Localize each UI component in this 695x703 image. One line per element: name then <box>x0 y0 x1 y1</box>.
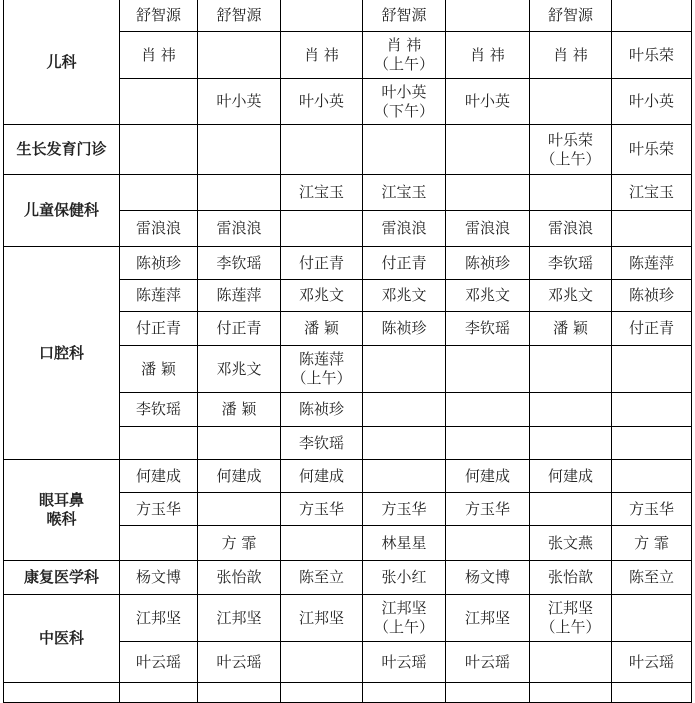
schedule-cell: 肖 祎 <box>530 32 612 79</box>
schedule-cell <box>281 683 363 703</box>
schedule-cell <box>446 427 530 460</box>
schedule-cell: 潘 颖 <box>530 312 612 346</box>
cell-note: 喉科 <box>46 510 77 528</box>
schedule-cell: 李钦瑶 <box>446 312 530 346</box>
schedule-cell: 舒智源 <box>530 0 612 32</box>
schedule-cell <box>363 427 446 460</box>
schedule-cell: 付正青 <box>120 312 198 346</box>
schedule-cell: 李钦瑶 <box>281 427 363 460</box>
table-row <box>4 683 692 703</box>
schedule-cell: 陈祯珍 <box>120 247 198 280</box>
schedule-cell: 叶云瑶 <box>446 642 530 683</box>
schedule-cell: 林星星 <box>363 526 446 561</box>
schedule-cell: 张文燕 <box>530 526 612 561</box>
schedule-cell: 江宝玉 <box>363 175 446 211</box>
schedule-cell <box>530 79 612 125</box>
schedule-cell: 陈莲萍 <box>612 247 692 280</box>
schedule-cell <box>612 0 692 32</box>
cell-line: 江邦坚 <box>381 599 427 617</box>
schedule-cell <box>612 346 692 393</box>
schedule-cell <box>198 427 281 460</box>
schedule-cell <box>363 460 446 493</box>
table-row <box>4 561 692 595</box>
schedule-cell <box>612 393 692 427</box>
schedule-cell: 付正青 <box>198 312 281 346</box>
schedule-cell: 雷浪浪 <box>198 211 281 247</box>
schedule-cell <box>363 79 446 125</box>
schedule-cell <box>612 595 692 642</box>
schedule-cell <box>120 683 198 703</box>
schedule-cell: 肖 祎 <box>120 32 198 79</box>
schedule-cell: 肖 祎 <box>281 32 363 79</box>
cell-line: 江邦坚 <box>547 599 593 617</box>
schedule-cell: 付正青 <box>281 247 363 280</box>
schedule-cell <box>281 642 363 683</box>
schedule-cell <box>363 595 446 642</box>
cell-line: 叶乐荣 <box>547 130 593 149</box>
schedule-cell <box>120 175 198 211</box>
cell-note: （上午） <box>373 55 434 73</box>
schedule-cell: 杨文博 <box>120 561 198 595</box>
department-name: 儿童保健科 <box>4 175 120 247</box>
schedule-cell <box>446 526 530 561</box>
schedule-cell <box>612 211 692 247</box>
schedule-cell: 邓兆文 <box>363 280 446 312</box>
schedule-cell: 方 霏 <box>612 526 692 561</box>
schedule-cell: 肖 祎 <box>446 32 530 79</box>
schedule-cell <box>120 79 198 125</box>
schedule-cell: 舒智源 <box>363 0 446 32</box>
schedule-cell: 江邦坚 <box>446 595 530 642</box>
schedule-cell <box>281 526 363 561</box>
schedule-cell: 李钦瑶 <box>198 247 281 280</box>
schedule-cell <box>530 595 612 642</box>
schedule-cell: 张怡歆 <box>198 561 281 595</box>
schedule-cell: 江邦坚 <box>281 595 363 642</box>
schedule-cell <box>612 683 692 703</box>
schedule-cell: 雷浪浪 <box>120 211 198 247</box>
schedule-cell: 陈祯珍 <box>446 247 530 280</box>
schedule-cell: 叶乐荣 <box>612 125 692 175</box>
schedule-cell: 陈祯珍 <box>363 312 446 346</box>
cell-note: （下午） <box>373 101 434 120</box>
schedule-cell: 叶小英 <box>446 79 530 125</box>
schedule-cell: 叶小英 <box>612 79 692 125</box>
schedule-cell: 叶小英 <box>198 79 281 125</box>
schedule-cell <box>363 683 446 703</box>
table-row <box>4 125 692 175</box>
schedule-cell <box>530 175 612 211</box>
doctor-schedule-table <box>3 0 692 703</box>
schedule-cell <box>530 393 612 427</box>
department-name <box>4 683 120 703</box>
schedule-cell: 付正青 <box>363 247 446 280</box>
cell-note: （上午） <box>373 618 434 636</box>
schedule-cell: 方玉华 <box>120 493 198 526</box>
schedule-cell: 杨文博 <box>446 561 530 595</box>
schedule-cell <box>446 175 530 211</box>
schedule-cell: 何建成 <box>198 460 281 493</box>
schedule-cell: 叶云瑶 <box>363 642 446 683</box>
schedule-cell: 舒智源 <box>120 0 198 32</box>
schedule-cell: 张怡歆 <box>530 561 612 595</box>
schedule-cell: 潘 颖 <box>198 393 281 427</box>
schedule-cell <box>363 346 446 393</box>
schedule-cell: 何建成 <box>281 460 363 493</box>
schedule-cell: 李钦瑶 <box>530 247 612 280</box>
cell-note: （上午） <box>291 369 352 387</box>
schedule-cell <box>198 125 281 175</box>
schedule-cell: 李钦瑶 <box>120 393 198 427</box>
schedule-cell <box>281 211 363 247</box>
schedule-cell <box>198 683 281 703</box>
schedule-cell: 潘 颖 <box>281 312 363 346</box>
schedule-cell: 付正青 <box>612 312 692 346</box>
schedule-cell <box>363 32 446 79</box>
schedule-cell <box>363 393 446 427</box>
schedule-cell: 雷浪浪 <box>363 211 446 247</box>
schedule-cell <box>120 526 198 561</box>
schedule-cell: 何建成 <box>120 460 198 493</box>
schedule-cell: 叶乐荣 <box>612 32 692 79</box>
schedule-cell <box>446 125 530 175</box>
schedule-cell <box>530 642 612 683</box>
cell-note: （上午） <box>540 618 601 636</box>
table-row <box>4 595 692 642</box>
schedule-cell: 方 霏 <box>198 526 281 561</box>
schedule-cell <box>530 125 612 175</box>
schedule-cell: 方玉华 <box>446 493 530 526</box>
schedule-cell <box>446 393 530 427</box>
cell-line: 肖 祎 <box>386 36 422 54</box>
table-row <box>4 0 692 32</box>
schedule-cell: 潘 颖 <box>120 346 198 393</box>
schedule-cell <box>198 493 281 526</box>
schedule-cell: 叶小英 <box>281 79 363 125</box>
schedule-cell: 张小红 <box>363 561 446 595</box>
table-row <box>4 247 692 280</box>
department-name: 康复医学科 <box>4 561 120 595</box>
department-name: 口腔科 <box>4 247 120 460</box>
schedule-cell: 何建成 <box>530 460 612 493</box>
cell-line: 眼耳鼻 <box>38 491 84 509</box>
schedule-cell <box>198 32 281 79</box>
schedule-cell: 陈祯珍 <box>281 393 363 427</box>
schedule-cell <box>446 0 530 32</box>
schedule-cell: 舒智源 <box>198 0 281 32</box>
schedule-cell <box>363 125 446 175</box>
table-row <box>4 175 692 211</box>
schedule-cell: 江邦坚 <box>120 595 198 642</box>
schedule-body <box>4 0 692 703</box>
schedule-cell: 方玉华 <box>363 493 446 526</box>
schedule-cell <box>120 125 198 175</box>
schedule-cell <box>281 0 363 32</box>
department-name <box>4 460 120 561</box>
schedule-cell: 陈至立 <box>612 561 692 595</box>
schedule-cell <box>446 683 530 703</box>
schedule-cell: 江邦坚 <box>198 595 281 642</box>
schedule-cell: 叶云瑶 <box>120 642 198 683</box>
schedule-cell <box>281 125 363 175</box>
schedule-cell <box>530 427 612 460</box>
schedule-cell <box>530 683 612 703</box>
schedule-cell: 何建成 <box>446 460 530 493</box>
schedule-cell <box>281 346 363 393</box>
schedule-cell: 陈莲萍 <box>120 280 198 312</box>
cell-line: 叶小英 <box>381 82 427 101</box>
schedule-cell <box>530 346 612 393</box>
schedule-cell: 方玉华 <box>612 493 692 526</box>
table-row <box>4 460 692 493</box>
schedule-cell: 雷浪浪 <box>530 211 612 247</box>
schedule-cell: 江宝玉 <box>281 175 363 211</box>
schedule-cell: 陈至立 <box>281 561 363 595</box>
schedule-cell <box>120 427 198 460</box>
schedule-cell: 陈莲萍 <box>198 280 281 312</box>
cell-note: （上午） <box>540 149 601 168</box>
schedule-cell <box>530 493 612 526</box>
schedule-cell: 江宝玉 <box>612 175 692 211</box>
schedule-cell: 陈祯珍 <box>612 280 692 312</box>
schedule-cell <box>612 427 692 460</box>
schedule-cell: 方玉华 <box>281 493 363 526</box>
schedule-cell: 邓兆文 <box>281 280 363 312</box>
department-name: 儿科 <box>4 0 120 125</box>
schedule-cell: 叶云瑶 <box>198 642 281 683</box>
schedule-cell: 邓兆文 <box>446 280 530 312</box>
department-name: 中医科 <box>4 595 120 683</box>
schedule-cell <box>198 175 281 211</box>
schedule-cell: 叶云瑶 <box>612 642 692 683</box>
schedule-cell: 邓兆文 <box>198 346 281 393</box>
schedule-cell: 邓兆文 <box>530 280 612 312</box>
cell-line: 陈莲萍 <box>298 350 344 368</box>
schedule-cell: 雷浪浪 <box>446 211 530 247</box>
schedule-cell <box>446 346 530 393</box>
schedule-cell <box>612 460 692 493</box>
department-name: 生长发育门诊 <box>4 125 120 175</box>
